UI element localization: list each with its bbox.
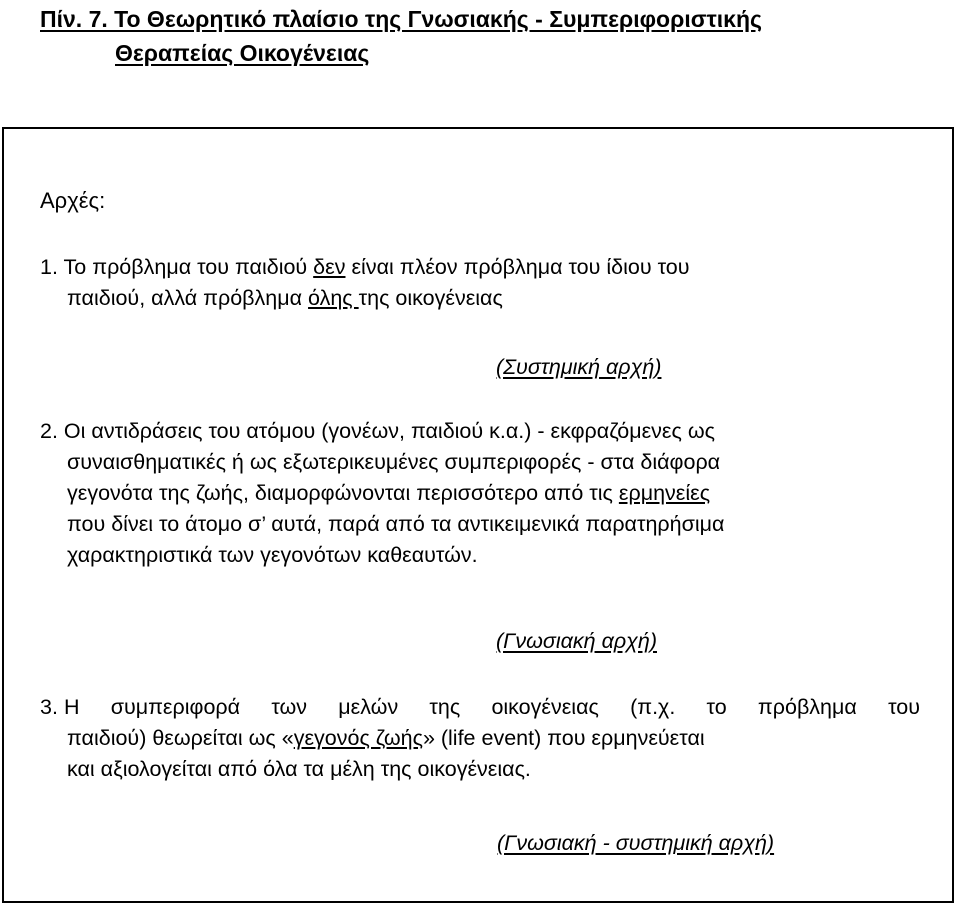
item-3-line-1 xyxy=(64,692,920,723)
table-title xyxy=(40,2,762,70)
word: (π.χ. xyxy=(630,695,676,719)
word: μελών xyxy=(338,695,399,719)
principle-label-systemic: (Συστημική αρχή) xyxy=(496,355,662,379)
table-title-line-2: Θεραπείας Οικογένειας xyxy=(115,40,370,66)
word: Η xyxy=(63,695,80,719)
emphasis-text: ερμηνείες xyxy=(618,481,711,505)
principle-item-1: 1. Το πρόβλημα του παιδιού δεν είναι πλέον πρόβλημα του ίδιου του παιδιού, αλλά πρόβλημα όλης της οικογένειας xyxy=(40,255,690,310)
word: οικογένειας xyxy=(491,695,599,719)
word: το xyxy=(706,695,727,719)
word: συμπεριφορά xyxy=(110,695,241,719)
principle-label-cognitive-systemic: (Γνωσιακή - συστημική αρχή) xyxy=(497,831,775,855)
table-title-line-1: Πίν. 7. Το Θεωρητικό πλαίσιο της Γνωσιακής - Συμπεριφοριστικής xyxy=(40,6,762,32)
principle-label-cognitive: (Γνωσιακή αρχή) xyxy=(496,629,657,653)
item-number: 3. xyxy=(40,695,58,719)
emphasis-text: δεν xyxy=(313,255,346,279)
emphasis-text: όλης xyxy=(308,286,359,310)
item-number: 1. xyxy=(40,255,58,279)
principle-item-3: 3. Η συμπεριφορά των μελών της οικογένειας (π.χ. το πρόβλημα του παιδιού) θεωρείται ως «γεγονός ζωής» (life event) που ερμηνεύεται και αξιολογείται από όλα τα μέλη της οικογένειας. xyxy=(40,692,920,785)
item-number: 2. xyxy=(40,419,58,443)
emphasis-text: γεγονός ζωής xyxy=(293,726,423,750)
word: της xyxy=(429,695,461,719)
word: του xyxy=(888,695,920,719)
principle-item-2: 2. Οι αντιδράσεις του ατόμου (γονέων, παιδιού κ.α.) - εκφραζόμενες ως συναισθηματικές ή ως εξωτερικευμένες συμπεριφορές - στα διάφορα γεγονότα της ζωής, διαμορφώνονται περισσότερο από τις ερμηνείες που δίνει το άτομο σ’ αυτά, παρά από τα αντικειμενικά παρατηρήσιμα χαρακτηριστικά των γεγονότων καθεαυτών. xyxy=(40,419,725,567)
word: των xyxy=(271,695,308,719)
principles-heading: Αρχές: xyxy=(40,188,106,213)
word: πρόβλημα xyxy=(757,695,857,719)
